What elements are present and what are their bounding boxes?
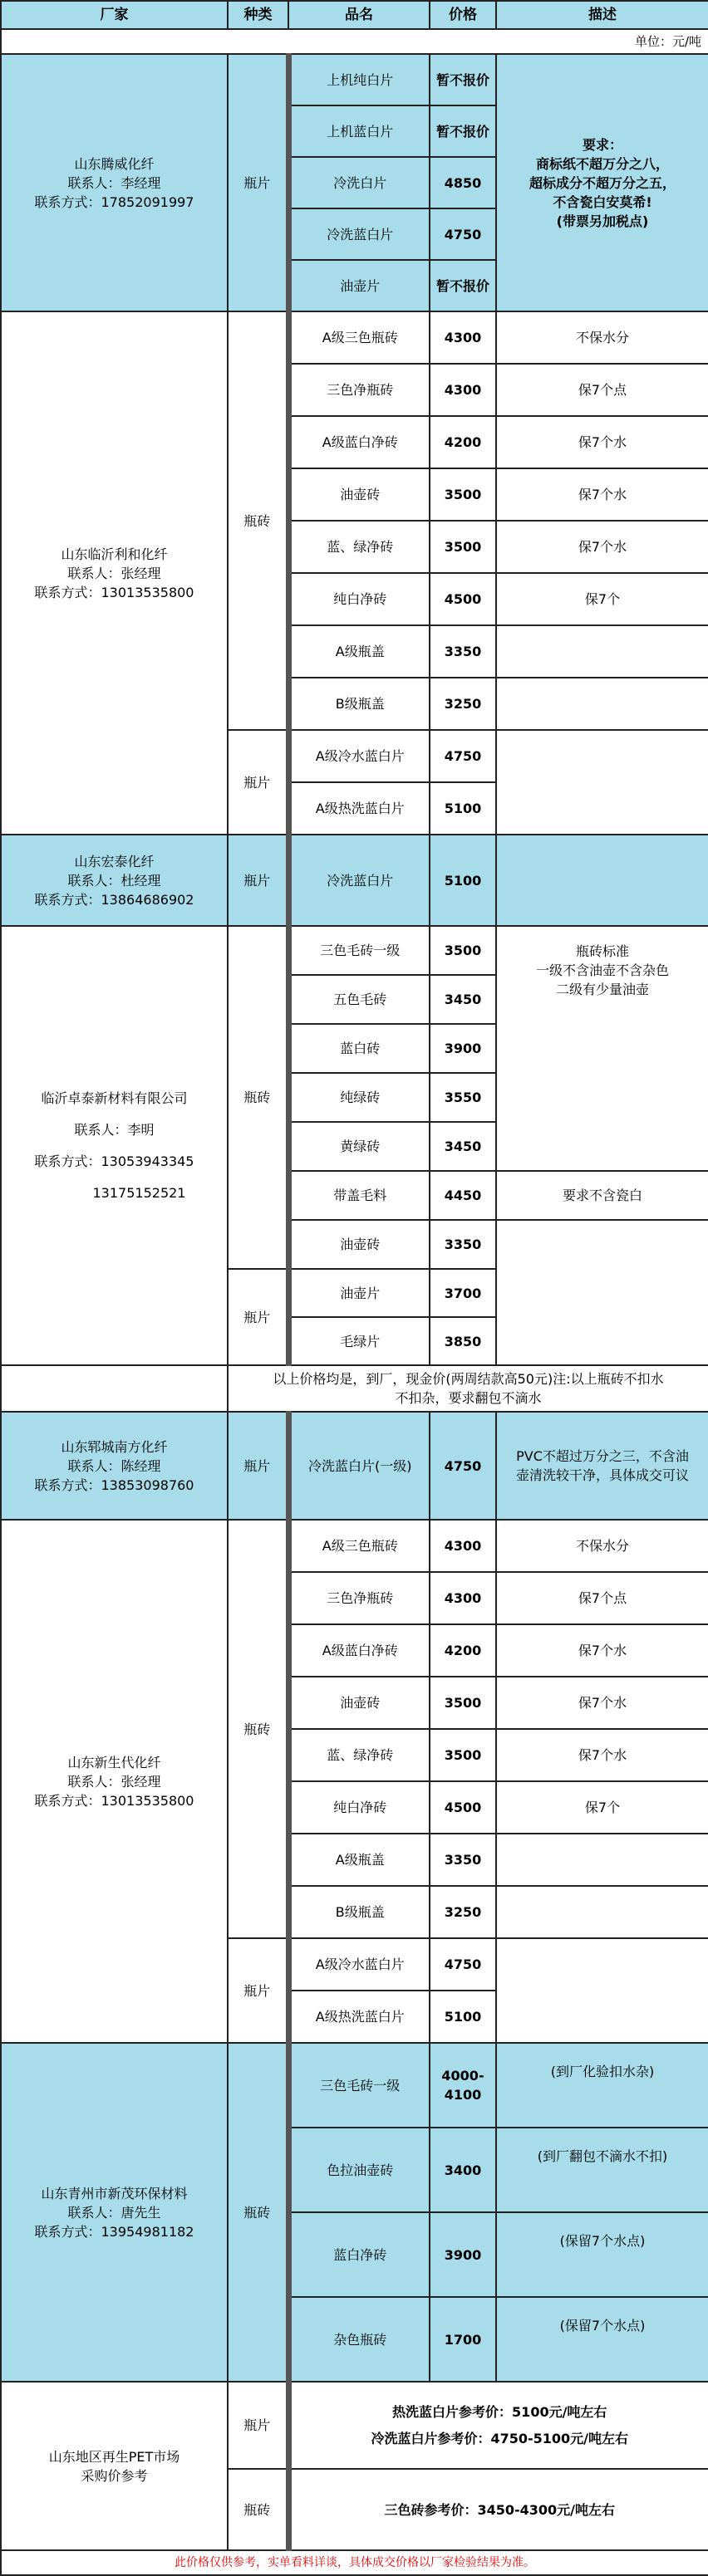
price-cell: 暂不报价 [430, 105, 496, 157]
product-cell: A级三色瓶砖 [288, 311, 430, 364]
header-type: 种类 [228, 1, 288, 29]
vendor-phone: 联系方式：13053943345 [34, 1153, 194, 1169]
price-cell: 4300 [430, 1572, 496, 1624]
vendor-phone: 联系方式：13013535800 [34, 584, 194, 600]
vendor-contact: 联系人：陈经理 [67, 1457, 161, 1474]
price-cell: 3850 [430, 1317, 496, 1365]
price-cell: 3500 [430, 521, 496, 573]
product-cell: A级三色瓶砖 [288, 1520, 430, 1572]
product-cell: A级蓝白净砖 [288, 1624, 430, 1677]
type-cell: 瓶片 [228, 1938, 288, 2043]
price-cell: 4500 [430, 573, 496, 625]
price-cell: 3500 [430, 1729, 496, 1781]
type-cell: 瓶砖 [228, 2043, 288, 2382]
vendor-xinshengdai [1, 1520, 228, 2043]
price-cell: 4750 [430, 208, 496, 260]
vendor-xinmao [1, 2043, 228, 2382]
desc-cell: 保7个点 [496, 1572, 708, 1624]
vendor-name: 临沂卓泰新材料有限公司 [41, 1090, 188, 1106]
product-cell: 纯绿砖 [288, 1073, 430, 1122]
product-cell: 杂色瓶砖 [288, 2297, 430, 2382]
price-cell: 4500 [430, 1781, 496, 1834]
desc-cell [496, 625, 708, 678]
desc-requirements [496, 54, 708, 311]
product-cell: 冷洗蓝白片 [288, 208, 430, 260]
price-cell: 3500 [430, 926, 496, 975]
desc-cell: (保留7个水点) [496, 2297, 708, 2382]
desc-line: 不含瓷白安莫希! [553, 193, 652, 210]
product-cell: 三色净瓶砖 [288, 364, 430, 416]
vendor-contact: 联系人：张经理 [67, 1773, 161, 1790]
reference-price-cell: 三色砖参考价：3450-4300元/吨左右 [288, 2469, 708, 2550]
price-cell: 5100 [430, 1991, 496, 2043]
header-vendor: 厂家 [1, 1, 228, 29]
header-row [1, 1, 708, 29]
vendor-contact: 联系人：杜经理 [67, 872, 161, 889]
product-cell: 冷洗蓝白片(一级) [288, 1412, 430, 1520]
product-cell: 三色净瓶砖 [288, 1572, 430, 1624]
desc-cell [496, 1412, 708, 1520]
header-product: 品名 [288, 1, 430, 29]
desc-cell [496, 1220, 708, 1365]
price-cell: 4750 [430, 730, 496, 782]
vendor-name: 山东宏泰化纤 [74, 853, 155, 869]
desc-cell [496, 678, 708, 730]
price-cell: 暂不报价 [430, 54, 496, 105]
note-line: 不扣杂，要求翻包不滴水 [395, 1390, 542, 1406]
price-cell: 3450 [430, 1122, 496, 1171]
price-cell: 3500 [430, 1677, 496, 1729]
product-cell: 黄绿砖 [288, 1122, 430, 1171]
product-cell: 油壶砖 [288, 468, 430, 521]
reference-line: 热洗蓝白片参考价：5100元/吨左右 [392, 2403, 607, 2420]
desc-cell: 保7个点 [496, 364, 708, 416]
desc-cell: 保7个 [496, 1781, 708, 1834]
product-cell: 蓝白砖 [288, 1024, 430, 1073]
vendor-name: 山东地区再生PET市场 [48, 2448, 180, 2465]
product-cell: 三色毛砖一级 [288, 2043, 430, 2128]
vendor-phone: 联系方式：13864686902 [34, 891, 194, 908]
type-cell: 瓶片 [228, 54, 288, 311]
vendor-contact: 联系人：李经理 [67, 174, 161, 191]
price-cell: 3900 [430, 1024, 496, 1073]
vendor-phone: 联系方式：17852091997 [34, 193, 194, 210]
vendor-hongtai [1, 835, 228, 926]
price-cell: 4200 [430, 416, 496, 468]
desc-line: (带票另加税点) [556, 213, 649, 229]
vendor-name: 山东临沂利和化纤 [61, 546, 168, 562]
type-cell: 瓶砖 [228, 926, 288, 1269]
price-line: 4000- [441, 2068, 484, 2084]
header-price: 价格 [430, 1, 496, 29]
vendor-lihe [1, 311, 228, 835]
desc-cell: 保7个水 [496, 521, 708, 573]
vendor-name: 山东腾威化纤 [74, 155, 155, 172]
product-cell: 蓝白净砖 [288, 2212, 430, 2297]
price-cell: 3400 [430, 2128, 496, 2212]
product-cell: 蓝、绿净砖 [288, 521, 430, 573]
unit-label: 单位：元/吨 [1, 29, 708, 54]
price-cell: 暂不报价 [430, 260, 496, 311]
vendor-yuncheng [1, 1412, 228, 1520]
product-cell: 上机蓝白片 [288, 105, 430, 157]
section-spacer [1, 1365, 228, 1412]
desc-cell: (保留7个水点) [496, 2212, 708, 2297]
type-cell: 瓶片 [228, 835, 288, 926]
desc-cell: 不保水分 [496, 311, 708, 364]
vendor-tengwei [1, 54, 228, 311]
price-cell: 3250 [430, 678, 496, 730]
vendor-contact: 联系人：唐先生 [67, 2204, 161, 2221]
desc-line: 一级不含油壶不含杂色 [535, 962, 669, 978]
header-desc: 描述 [496, 1, 708, 29]
desc-line: 二级有少量油壶 [555, 982, 649, 997]
product-cell: 蓝、绿净砖 [288, 1729, 430, 1781]
type-cell: 瓶砖 [228, 1520, 288, 1938]
desc-cell: 要求不含瓷白 [496, 1171, 708, 1220]
price-cell: 3350 [430, 1220, 496, 1269]
price-cell: 1700 [430, 2297, 496, 2382]
price-cell: 5100 [430, 835, 496, 926]
type-cell: 瓶片 [228, 730, 288, 835]
vendor-phone: 联系方式：13954981182 [34, 2223, 194, 2240]
desc-cell: 保7个水 [496, 1729, 708, 1781]
table-row [1, 54, 708, 105]
desc-cell [496, 1886, 708, 1938]
type-cell: 瓶砖 [228, 311, 288, 730]
price-line: 4100 [444, 2087, 482, 2103]
product-cell: A级蓝白净砖 [288, 416, 430, 468]
vendor-phone: 联系方式：13853098760 [34, 1477, 194, 1493]
desc-line: 要求： [582, 136, 622, 153]
price-cell: 4300 [430, 1520, 496, 1572]
product-cell: 油壶片 [288, 260, 430, 311]
price-cell: 3700 [430, 1269, 496, 1317]
price-note [228, 1365, 708, 1412]
desc-cell: 保7个水 [496, 416, 708, 468]
desc-cell: 保7个水 [496, 1624, 708, 1677]
product-cell: 冷洗白片 [288, 157, 430, 208]
vendor-contact: 联系人：李明 [74, 1121, 155, 1138]
price-cell: 3350 [430, 1834, 496, 1886]
desc-line: 商标纸不超万分之八， [535, 155, 669, 172]
product-cell: 毛绿片 [288, 1317, 430, 1365]
product-cell: 带盖毛料 [288, 1171, 430, 1220]
product-cell: 色拉油壶砖 [288, 2128, 430, 2212]
desc-line: 超标成分不超万分之五， [529, 174, 676, 191]
vendor-zhuotai [1, 926, 228, 1365]
desc-cell: 保7个 [496, 573, 708, 625]
desc-cell [496, 1938, 708, 2043]
price-cell: 4300 [430, 364, 496, 416]
desc-line: PVC不超过万分之三，不含油 [516, 1448, 689, 1464]
desc-cell [496, 835, 708, 926]
product-cell: 油壶片 [288, 1269, 430, 1317]
reference-price-cell [288, 2382, 708, 2469]
desc-cell: 不保水分 [496, 1520, 708, 1572]
price-cell [430, 2043, 496, 2128]
type-cell: 瓶砖 [228, 2469, 288, 2550]
product-cell: 油壶砖 [288, 1220, 430, 1269]
price-cell: 3500 [430, 468, 496, 521]
price-cell: 3450 [430, 975, 496, 1024]
product-cell: 油壶砖 [288, 1677, 430, 1729]
reference-line: 冷洗蓝白片参考价：4750-5100元/吨左右 [371, 2430, 629, 2446]
product-cell: B级瓶盖 [288, 1886, 430, 1938]
price-cell: 3900 [430, 2212, 496, 2297]
disclaimer: 此价格仅供参考，实单看料详谈，具体成交价格以厂家检验结果为准。 [1, 2550, 708, 2575]
product-cell: B级瓶盖 [288, 678, 430, 730]
vendor-contact: 联系人：张经理 [67, 565, 161, 581]
vendor-subtitle: 采购价参考 [81, 2467, 148, 2484]
type-cell: 瓶片 [228, 1269, 288, 1365]
desc-cell [496, 1834, 708, 1886]
desc-cell: 保7个水 [496, 1677, 708, 1729]
product-cell: A级瓶盖 [288, 625, 430, 678]
price-cell: 3250 [430, 1886, 496, 1938]
vendor-name: 山东郓城南方化纤 [61, 1438, 168, 1455]
product-cell: A级热洗蓝白片 [288, 1991, 430, 2043]
product-cell: 三色毛砖一级 [288, 926, 430, 975]
price-cell: 4300 [430, 311, 496, 364]
vendor-phone: 联系方式：13013535800 [34, 1792, 194, 1809]
vendor-market-reference [1, 2382, 228, 2550]
desc-cell [496, 730, 708, 835]
price-cell: 4750 [430, 1938, 496, 1991]
vendor-phone-2: 13175152521 [92, 1184, 186, 1201]
product-cell: A级冷水蓝白片 [288, 1938, 430, 1991]
price-cell: 5100 [430, 782, 496, 835]
product-cell: 冷洗蓝白片 [288, 835, 430, 926]
desc-cell: (到厂化验扣水杂) [496, 2043, 708, 2128]
product-cell: A级热洗蓝白片 [288, 782, 430, 835]
product-cell: 五色毛砖 [288, 975, 430, 1024]
desc-cell: 保7个水 [496, 468, 708, 521]
product-cell: A级瓶盖 [288, 1834, 430, 1886]
price-cell: 4850 [430, 157, 496, 208]
note-line: 以上价格均是，到厂，现金价(两周结款高50元)注:以上瓶砖不扣水 [273, 1371, 664, 1387]
desc-line: 瓶砖标准 [575, 943, 629, 959]
price-cell: 3350 [430, 625, 496, 678]
desc-standard [496, 926, 708, 1171]
product-cell: 纯白净砖 [288, 1781, 430, 1834]
vendor-name: 山东青州市新茂环保材料 [41, 2185, 188, 2201]
price-cell: 4200 [430, 1624, 496, 1677]
product-cell: A级冷水蓝白片 [288, 730, 430, 782]
desc-cell: (到厂翻包不滴水不扣) [496, 2128, 708, 2212]
price-cell: 4450 [430, 1171, 496, 1220]
price-cell: 3550 [430, 1073, 496, 1122]
product-cell: 上机纯白片 [288, 54, 430, 105]
vendor-name: 山东新生代化纤 [67, 1754, 161, 1770]
type-cell: 瓶片 [228, 1412, 288, 1520]
price-cell: 4750 [430, 1412, 496, 1520]
product-cell: 纯白净砖 [288, 573, 430, 625]
type-cell: 瓶片 [228, 2382, 288, 2469]
desc-line: 壶清洗较干净，具体成交可议 [515, 1467, 689, 1483]
